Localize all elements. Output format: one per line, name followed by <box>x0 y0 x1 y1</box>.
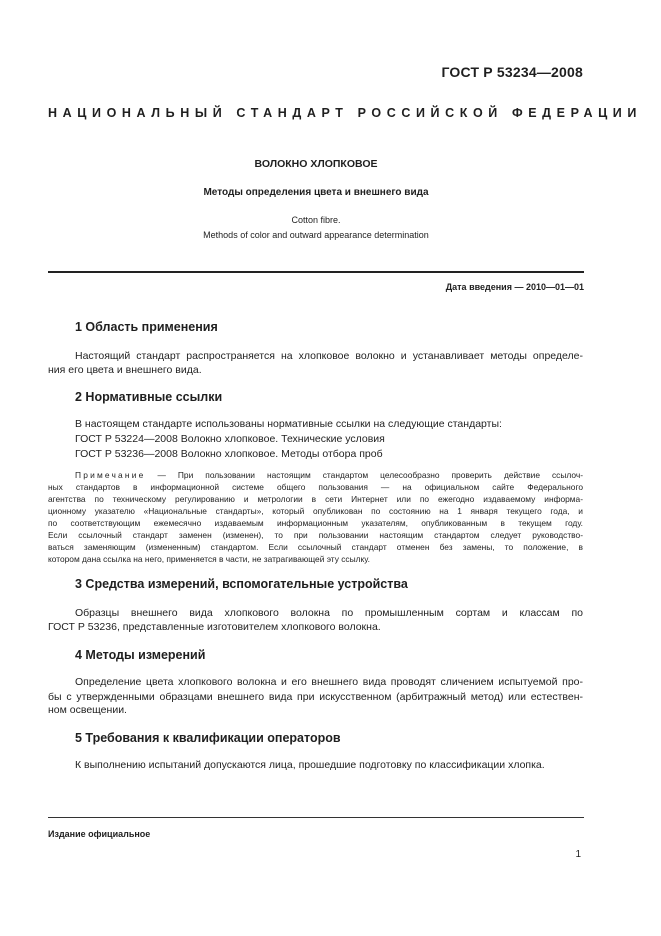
section-5-text-line-1: К выполнению испытаний допускаются лица, прошедшие подготовку по классификации хлопка. <box>75 759 545 771</box>
page-number: 1 <box>575 849 581 860</box>
section-4-text-line-3: ном освещении. <box>48 704 127 716</box>
note-line-4: ционному указателю «Национальные стандарты», который опубликован по состоянию на 1 января текущего года, и <box>48 506 583 516</box>
title-divider <box>48 271 584 273</box>
section-4-text-line-1: Определение цвета хлопкового волокна и его внешнего вида проводят сличением испытуемой про- <box>75 676 583 688</box>
section-4-text-line-2: бы с утвержденными образцами внешнего вида при искусственном (арбитражный метод) или естествен- <box>48 691 583 703</box>
section-2-heading: 2 Нормативные ссылки <box>75 390 223 404</box>
note-line-8: котором дана ссылка на него, применяется в части, не затрагивающей эту ссылку. <box>48 554 370 564</box>
note-line-5: по соответствующим ежемесячно издаваемым информационным указателям, опубликованным в текущем году. <box>48 518 583 528</box>
reference-gost-53236: ГОСТ Р 53236—2008 Волокно хлопковое. Методы отбора проб <box>75 448 383 460</box>
note-line-7: ваться заменяющим (измененным) стандартом. Если ссылочный стандарт отменен без замены, то положение, в <box>48 542 583 552</box>
section-3-text-line-1: Образцы внешнего вида хлопкового волокна по промышленным сортам и классам по <box>75 607 583 619</box>
reference-gost-53224: ГОСТ Р 53224—2008 Волокно хлопковое. Технические условия <box>75 433 385 445</box>
section-1-heading: 1 Область применения <box>75 320 218 334</box>
note-label: Примечание <box>75 470 146 480</box>
section-2-intro: В настоящем стандарте использованы нормативные ссылки на следующие стандарты: <box>75 418 502 430</box>
document-title: ВОЛОКНО ХЛОПКОВОЕ <box>254 158 378 170</box>
note-line-3: агентства по техническому регулированию и метрологии в сети Интернет или по ежегодно издаваемому информа- <box>48 494 583 504</box>
section-4-heading: 4 Методы измерений <box>75 648 206 662</box>
document-number: ГОСТ Р 53234—2008 <box>441 64 583 80</box>
official-edition-label: Издание официальное <box>48 829 151 839</box>
note-line-6: Если ссылочный стандарт заменен (изменен), то при пользовании настоящим стандартом следует руководство- <box>48 530 583 540</box>
section-1-text-line-2: ния его цвета и внешнего вида. <box>48 364 202 376</box>
note-line-2: ных стандартов в информационной системе общего пользования — на официальном сайте Федерального <box>48 482 583 492</box>
footer-divider <box>48 817 584 818</box>
document-subtitle: Методы определения цвета и внешнего вида <box>203 187 429 198</box>
note-line-1: Примечание — При пользовании настоящим стандартом целесообразно проверить действие ссылоч- <box>75 470 584 480</box>
national-standard-banner: НАЦИОНАЛЬНЫЙ СТАНДАРТ РОССИЙСКОЙ ФЕДЕРАЦИИ <box>48 106 642 120</box>
introduction-date: Дата введения — 2010—01—01 <box>445 282 584 292</box>
english-title: Cotton fibre. <box>291 215 341 225</box>
section-3-text-line-2: ГОСТ Р 53236, представленные изготовителем хлопкового волокна. <box>48 621 381 633</box>
english-subtitle: Methods of color and outward appearance determination <box>203 230 429 240</box>
section-1-text-line-1: Настоящий стандарт распространяется на хлопковое волокно и устанавливает методы определе- <box>75 350 583 362</box>
section-5-heading: 5 Требования к квалификации операторов <box>75 731 341 745</box>
section-3-heading: 3 Средства измерений, вспомогательные устройства <box>75 577 408 591</box>
